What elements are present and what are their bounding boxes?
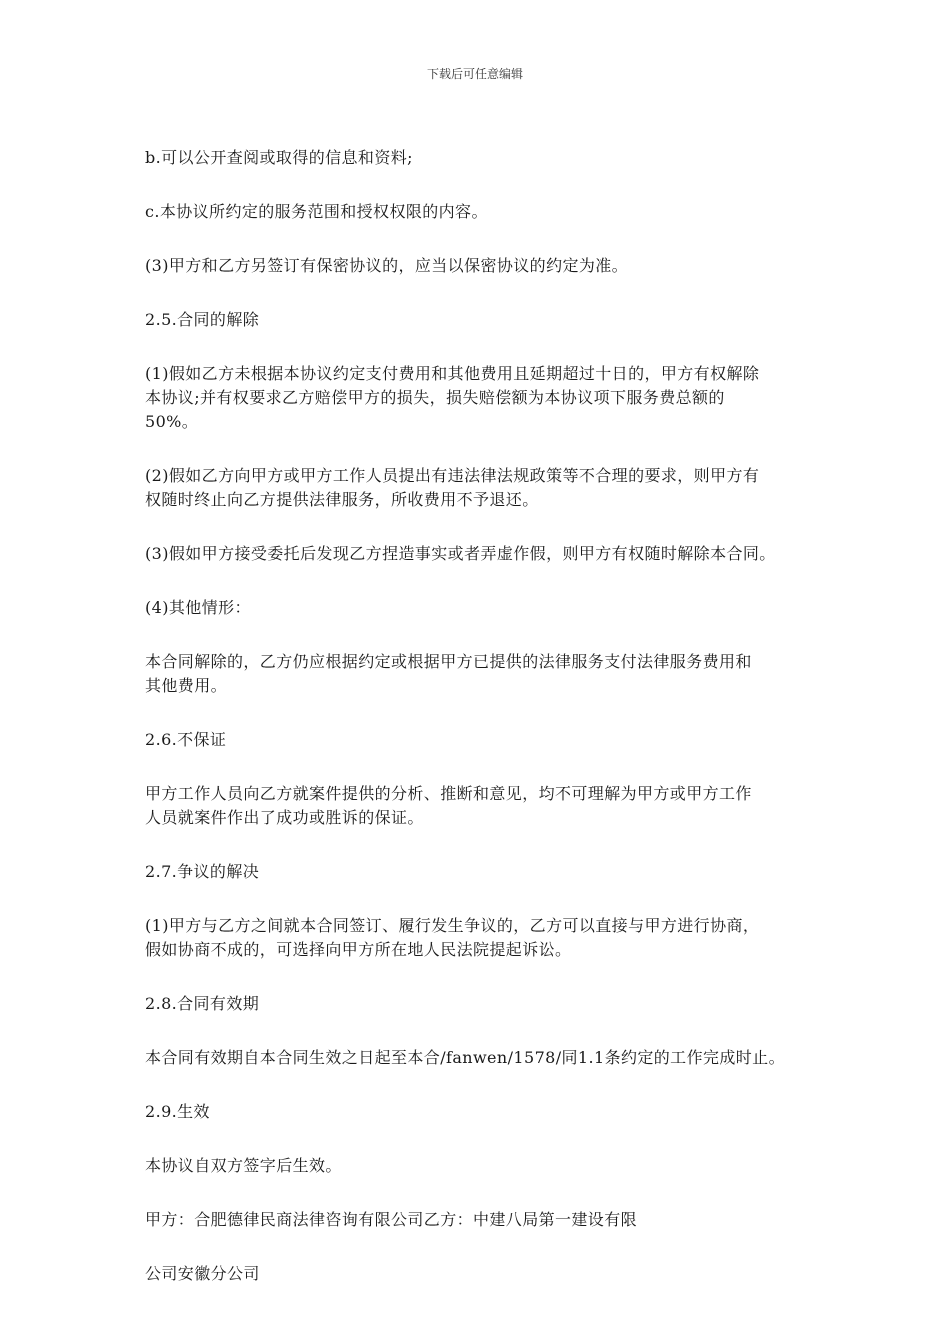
paragraph: (3)甲方和乙方另签订有保密协议的，应当以保密协议的约定为准。	[145, 256, 629, 275]
paragraph: 甲方工作人员向乙方就案件提供的分析、推断和意见，均不可理解为甲方或甲方工作 人员就案件作出了成功或胜诉的保证。	[145, 784, 752, 827]
section-heading: 2.8.合同有效期	[145, 994, 260, 1013]
signature-line: 公司安徽分公司	[145, 1264, 260, 1283]
paragraph: 本合同解除的，乙方仍应根据约定或根据甲方已提供的法律服务支付法律服务费用和 其他费用。	[145, 652, 752, 695]
paragraph: 本协议自双方签字后生效。	[145, 1156, 342, 1175]
paragraph: 本合同有效期自本合同生效之日起至本合/fanwen/1578/同1.1条约定的工作完成时止。	[145, 1048, 785, 1067]
signature-line: 甲方：合肥德律民商法律咨询有限公司乙方：中建八局第一建设有限	[145, 1210, 638, 1229]
section-heading: 2.7.争议的解决	[145, 862, 260, 881]
paragraph: (1)甲方与乙方之间就本合同签订、履行发生争议的，乙方可以直接与甲方进行协商， 假如协商不成的，可选择向甲方所在地人民法院提起诉讼。	[145, 916, 760, 959]
document-body	[145, 146, 825, 1286]
paragraph: c.本协议所约定的服务范围和授权权限的内容。	[145, 202, 488, 221]
section-heading: 2.9.生效	[145, 1102, 210, 1121]
paragraph: (4)其他情形：	[145, 598, 251, 617]
paragraph: (3)假如甲方接受委托后发现乙方捏造事实或者弄虚作假，则甲方有权随时解除本合同。	[145, 544, 776, 563]
paragraph: (2)假如乙方向甲方或甲方工作人员提出有违法律法规政策等不合理的要求，则甲方有 权随时终止向乙方提供法律服务，所收费用不予退还。	[145, 466, 760, 509]
paragraph: (1)假如乙方未根据本协议约定支付费用和其他费用且延期超过十日的，甲方有权解除 本协议;并有权要求乙方赔偿甲方的损失，损失赔偿额为本协议项下服务费总额的 50%。	[145, 364, 760, 431]
section-heading: 2.5.合同的解除	[145, 310, 260, 329]
paragraph: b.可以公开查阅或取得的信息和资料;	[145, 148, 413, 167]
page-header: 下载后可任意编辑	[426, 67, 523, 81]
section-heading: 2.6.不保证	[145, 730, 227, 749]
